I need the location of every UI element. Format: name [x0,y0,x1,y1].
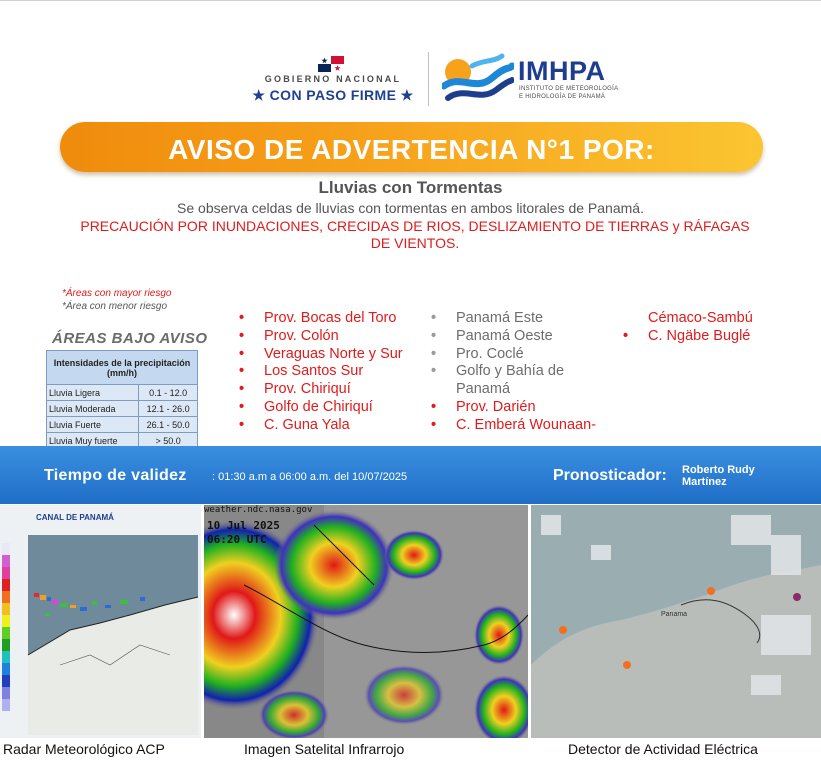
intensity-label: Lluvia Fuerte [47,417,139,433]
risk-legend-low: *Área con menor riesgo [62,301,168,312]
precaution-text: PRECAUCIÓN POR INUNDACIONES, CRECIDAS DE RIOS, DESLIZAMIENTO DE TIERRAS y RÁFAGAS DE VIENTOS. [80,218,750,251]
phenomenon-title: Lluvias con Tormentas [318,178,503,197]
satellite-time: 06:20 UTC [207,533,267,546]
org-subtitle-2: E HIDROLOGÍA DE PANAMÁ [519,94,606,100]
list-item: • Panamá Oeste [431,328,621,346]
gov-name: GOBIERNO NACIONAL [264,74,402,84]
list-item: • C. Guna Yala [239,417,429,435]
intensity-table [46,350,198,449]
list-item-continuation: Cémaco-Sambú [648,310,753,326]
intensity-value: > 50.0 [139,433,198,449]
intensity-label: Lluvia Muy fuerte [47,433,139,449]
area-list-col2-low [431,310,621,399]
warning-title: AVISO DE ADVERTENCIA N°1 POR: [168,134,655,165]
area-list-col3 [623,310,783,346]
satellite-source: weather.ndc.nasa.gov [204,505,313,515]
validity-bar [0,446,821,504]
validity-value: : 01:30 a.m a 06:00 a.m. del 10/07/2025 [212,471,408,483]
lightning-map-graphic [531,505,821,738]
satellite-image [204,505,528,738]
lightning-image [531,505,821,738]
list-item: • Veraguas Norte y Sur [239,346,429,364]
warning-banner [60,122,763,172]
intensity-table-header: Intensidades de la precipitación (mm/h) [47,351,198,385]
area-list-col1 [239,310,429,435]
table-row [47,385,198,401]
satellite-caption: Imagen Satelital Infrarrojo [244,741,405,757]
intensity-label: Lluvia Ligera [47,385,139,401]
description-text: Se observa celdas de lluvias con tormentas en ambos litorales de Panamá. [177,200,644,216]
list-item: • Los Santos Sur [239,363,429,381]
gov-slogan: ★ CON PASO FIRME ★ [252,87,414,103]
map-label: Panama [661,611,688,618]
intensity-value: 26.1 - 50.0 [139,417,198,433]
org-subtitle-1: INSTITUTO DE METEOROLOGÍA [519,86,619,92]
forecaster-name: Roberto Rudy Martínez [682,464,755,488]
list-item: • Prov. Colón [239,328,429,346]
radar-image [0,505,201,738]
intensity-label: Lluvia Moderada [47,401,139,417]
government-logo [248,56,418,106]
top-border [0,0,821,4]
org-name: IMHPA [518,56,606,86]
radar-caption: Radar Meteorológico ACP [3,741,165,757]
radar-map-graphic [0,505,201,738]
intensity-value: 12.1 - 26.0 [139,401,198,417]
area-list-col2-high [431,399,621,435]
table-row [47,417,198,433]
area-list-col2 [431,310,621,435]
imhpa-logo-icon [442,52,514,106]
intensity-value: 0.1 - 12.0 [139,385,198,401]
panama-flag-icon [318,56,344,72]
table-row [47,401,198,417]
acp-logo: CANAL DE PANAMÁ [36,513,114,522]
list-item: • Prov. Darién [431,399,621,417]
satellite-date: 10 Jul 2025 [207,519,280,532]
list-item: • Panamá Este [431,310,621,328]
list-item: • Golfo de Chiriquí [239,399,429,417]
logo-divider [428,52,429,106]
forecaster-label: Pronosticador: [553,467,667,484]
risk-legend-high: *Áreas con mayor riesgo [62,288,172,299]
list-item: • Prov. Bocas del Toro [239,310,429,328]
list-item: • C. Emberá Wounaan- [431,417,621,435]
list-item: • Pro. Coclé [431,346,621,364]
radar-color-scale [2,543,10,711]
list-item: • C. Ngäbe Buglé [623,328,783,346]
areas-title: ÁREAS BAJO AVISO [52,330,208,347]
lightning-caption: Detector de Actividad Eléctrica [568,741,758,757]
list-item: • Prov. Chiriquí [239,381,429,399]
list-item: • Golfo y Bahía de Panamá [431,363,621,399]
validity-label: Tiempo de validez [44,467,187,484]
